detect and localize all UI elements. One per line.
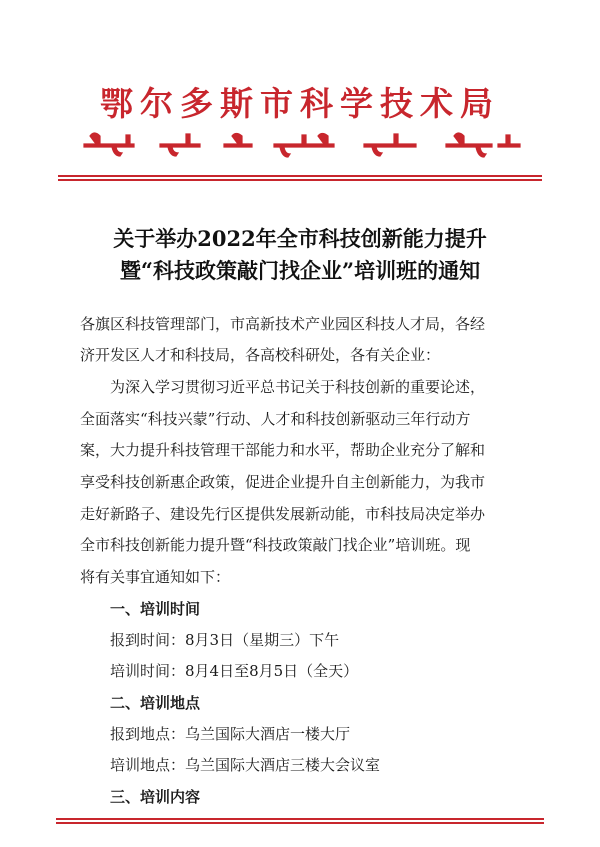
mongolian-script-org-name <box>82 126 522 168</box>
body-line: 为深入学习贯彻习近平总书记关于科技创新的重要论述， <box>80 378 486 396</box>
body-line: 案，大力提升科技管理干部能力和水平，帮助企业充分了解和 <box>80 441 486 459</box>
letterhead-rule-top-2 <box>58 179 542 181</box>
checkin-location: 报到地点：乌兰国际大酒店一楼大厅 <box>110 725 351 743</box>
footer-rule-1 <box>56 818 544 820</box>
training-time: 培训时间：8月4日至8月5日（全天） <box>110 662 359 680</box>
body-line: 享受科技创新惠企政策，促进企业提升自主创新能力，为我市 <box>80 473 486 491</box>
checkin-time: 报到时间：8月3日（星期三）下午 <box>110 631 340 649</box>
body-line: 全面落实“科技兴蒙”行动、人才和科技创新驱动三年行动方 <box>80 410 471 428</box>
letterhead-rule-top-1 <box>58 175 542 177</box>
training-location: 培训地点：乌兰国际大酒店三楼大会议室 <box>110 756 381 774</box>
section-heading-content: 三、培训内容 <box>110 788 201 806</box>
body-line: 全市科技创新能力提升暨“科技政策敲门找企业”培训班。现 <box>80 536 471 554</box>
footer-rule-2 <box>56 822 544 824</box>
section-heading-time: 一、培训时间 <box>110 600 201 618</box>
body-line: 济开发区人才和科技局，各高校科研处，各有关企业： <box>80 346 441 364</box>
body-line: 将有关事宜通知如下： <box>80 568 231 586</box>
notice-title-line-1: 关于举办2022年全市科技创新能力提升 <box>113 226 487 251</box>
section-heading-location: 二、培训地点 <box>110 694 201 712</box>
body-line: 各旗区科技管理部门，市高新技术产业园区科技人才局，各经 <box>80 315 486 333</box>
notice-title-line-2: 暨“科技政策敲门找企业”培训班的通知 <box>119 258 481 283</box>
body-line: 走好新路子、建设先行区提供发展新动能，市科技局决定举办 <box>80 505 486 523</box>
letterhead-org-name: 鄂尔多斯市科学技术局 <box>100 84 500 123</box>
